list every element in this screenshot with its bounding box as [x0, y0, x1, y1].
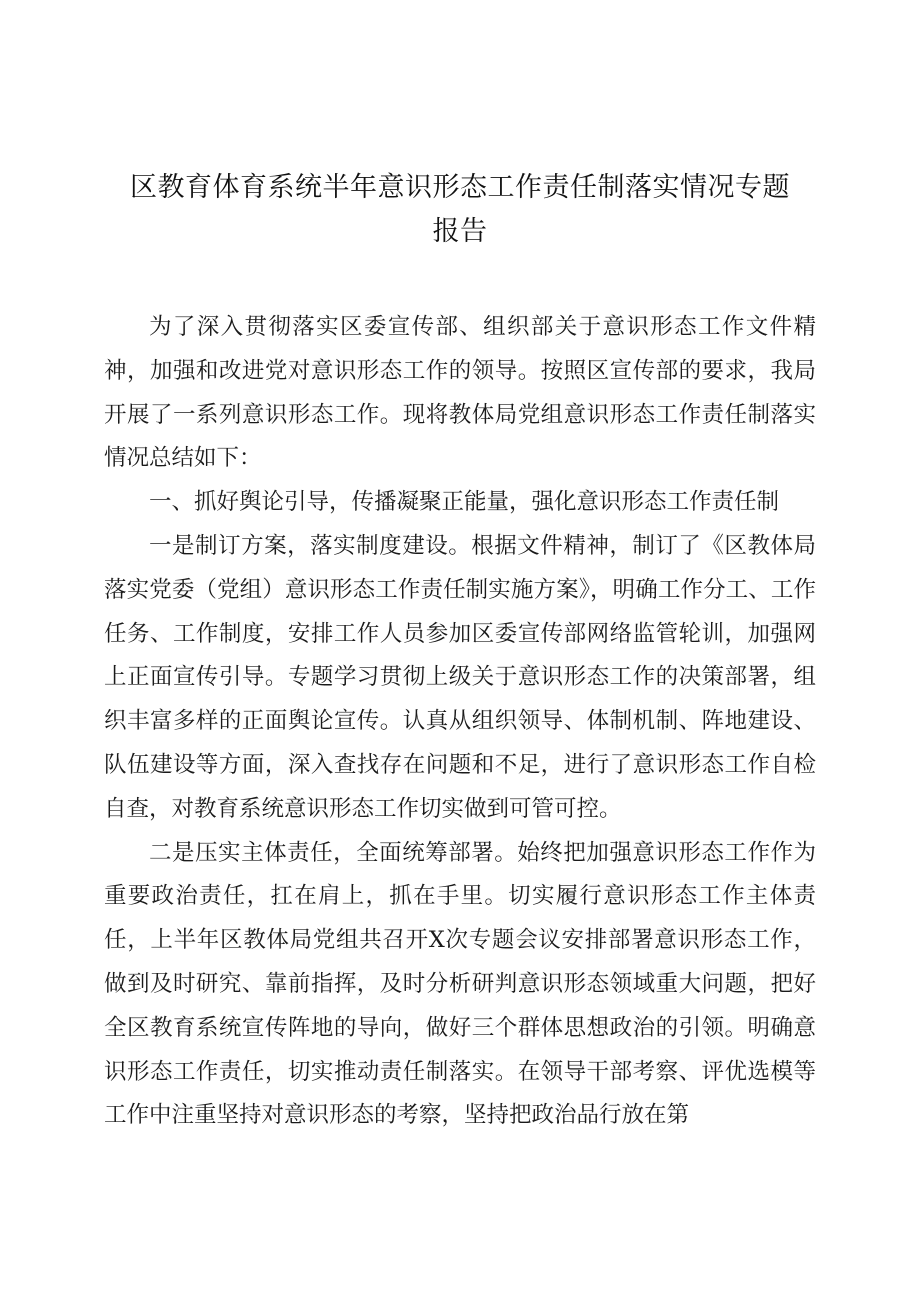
intro-paragraph: 为了深入贯彻落实区委宣传部、组织部关于意识形态工作文件精神，加强和改进党对意识形态工作的领导。按照区宣传部的要求，我局开展了一系列意识形态工作。现将教体局党组意识形态工作责任制落实情况总结如下： — [104, 314, 816, 472]
title-line-2: 报告 — [432, 216, 488, 247]
document-body — [104, 306, 816, 1138]
paragraph-2: 二是压实主体责任，全面统筹部署。始终把加强意识形态工作作为重要政治责任，扛在肩上，抓在手里。切实履行意识形态工作主体责任，上半年区教体局党组共召开X次专题会议安排部署意识形态工作，做到及时研究、靠前指挥，及时分析研判意识形态领域重大问题，把好全区教育系统宣传阵地的导向，做好三个群体思想政治的引领。明确意识形态工作责任，切实推动责任制落实。在领导干部考察、评优选模等工作中注重坚持对意识形态的考察，坚持把政治品行放在第 — [104, 839, 816, 1129]
document-title — [110, 166, 810, 254]
paragraph-1: 一是制订方案，落实制度建设。根据文件精神，制订了《区教体局落实党委（党组）意识形态工作责任制实施方案》，明确工作分工、工作任务、工作制度，安排工作人员参加区委宣传部网络监管轮训，加强网上正面宣传引导。专题学习贯彻上级关于意识形态工作的决策部署，组织丰富多样的正面舆论宣传。认真从组织领导、体制机制、阵地建设、队伍建设等方面，深入查找存在问题和不足，进行了意识形态工作自检自查，对教育系统意识形态工作切实做到可管可控。 — [104, 532, 816, 822]
title-line-1: 区教育体育系统半年意识形态工作责任制落实情况专题 — [130, 172, 790, 203]
section-heading-1: 一、抓好舆论引导，传播凝聚正能量，强化意识形态工作责任制 — [149, 489, 780, 516]
